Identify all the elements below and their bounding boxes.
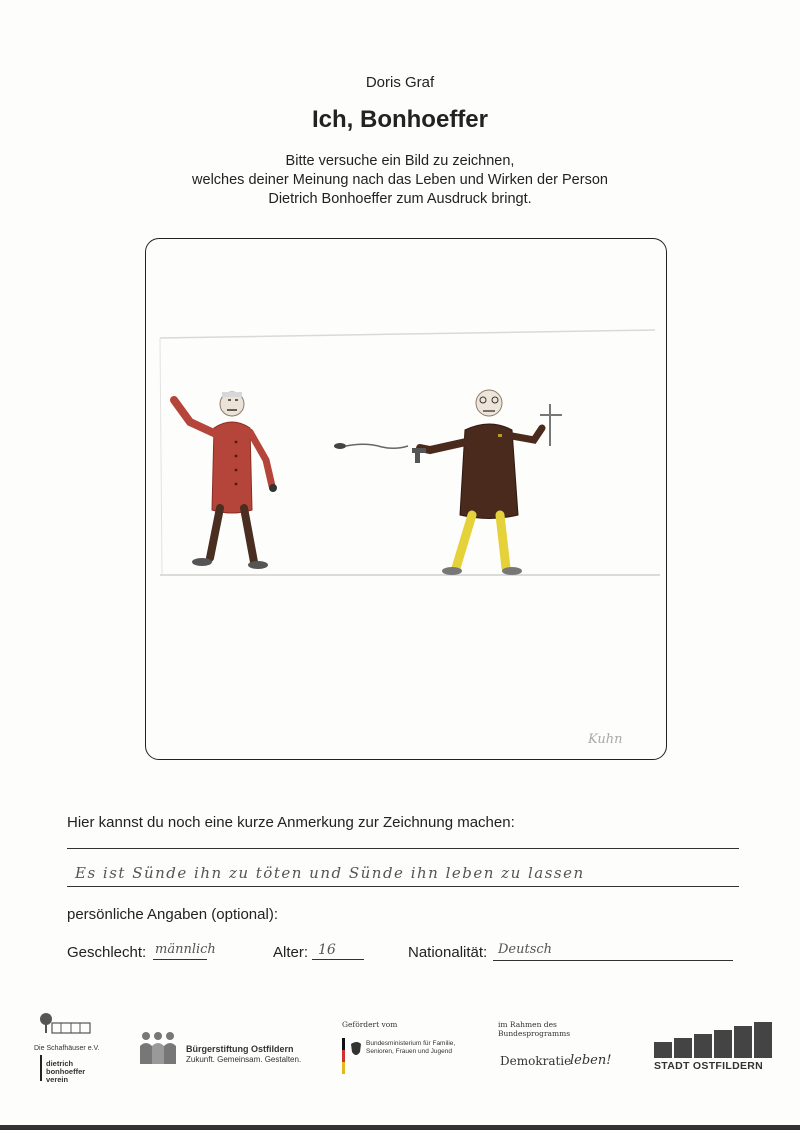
schulbau-text: Die Schafhäuser e.V. [34,1045,100,1052]
bonhoeffer-logo [34,1005,104,1085]
verein-bar [40,1055,42,1081]
author-name: Doris Graf [365,74,435,91]
personal-heading: persönliche Angaben (optional): [67,906,278,923]
instruction-line-2: welches deiner Meinung nach das Leben und Wirken der Person [192,172,608,188]
demokratie-leben-logo [498,1020,628,1070]
stadt-text: STADT OSTFILDERN [654,1060,764,1072]
schulhaus-icon [34,1005,104,1045]
gender-value: männlich [155,942,216,957]
nationality-value: Deutsch [498,942,553,957]
stadt-bars-icon [654,1022,772,1058]
gender-line [153,959,207,960]
child-drawing [150,300,660,590]
people-icon [138,1030,178,1064]
instruction-line-1: Bitte versuche ein Bild zu zeichnen, [285,153,515,169]
figure-left [174,392,277,569]
comment-line-2 [67,886,739,887]
nationality-label: Nationalität: [408,944,488,961]
buergerstiftung-logo [138,1030,328,1070]
nationality-line [493,960,733,961]
pencil-line-top [160,330,655,338]
comment-prompt: Hier kannst du noch eine kurze Anmerkung zur Zeichnung machen: [67,814,515,831]
buergerstiftung-name: Bürgerstiftung Ostfildern [186,1044,294,1054]
demokratie-text: Demokratie [500,1054,572,1068]
pencil-line-left [160,338,162,575]
ministerium-logo [342,1020,472,1080]
programm-text: im Rahmen des Bundesprogramms [498,1020,571,1038]
bundesadler-icon [342,1038,364,1078]
comment-answer: Es ist Sünde ihn zu töten und Sünde ihn leben zu lassen [75,864,585,882]
artist-signature: Kuhn [588,732,623,747]
instruction-line-3: Dietrich Bonhoeffer zum Ausdruck bringt. [268,191,532,207]
gender-label: Geschlecht: [67,944,147,961]
age-value: 16 [318,942,336,958]
leben-text: leben! [570,1053,612,1068]
bonhoeffer-verein-text: dietrich bonhoeffer verein [46,1059,86,1084]
scan-edge [0,1125,800,1130]
ministerium-text: Bundesministerium für Familie, Senioren, Frauen und Jugend [366,1040,456,1055]
comment-line-1 [67,848,739,849]
bullet [334,443,408,449]
figure-right [412,390,562,575]
stadt-ostfildern-logo [654,1022,774,1072]
gefoerdert-text: Gefördert vom [342,1020,398,1029]
buergerstiftung-claim: Zukunft. Gemeinsam. Gestalten. [186,1055,302,1064]
age-line [312,959,364,960]
age-label: Alter: [273,944,309,961]
page-title: Ich, Bonhoeffer [311,106,488,133]
